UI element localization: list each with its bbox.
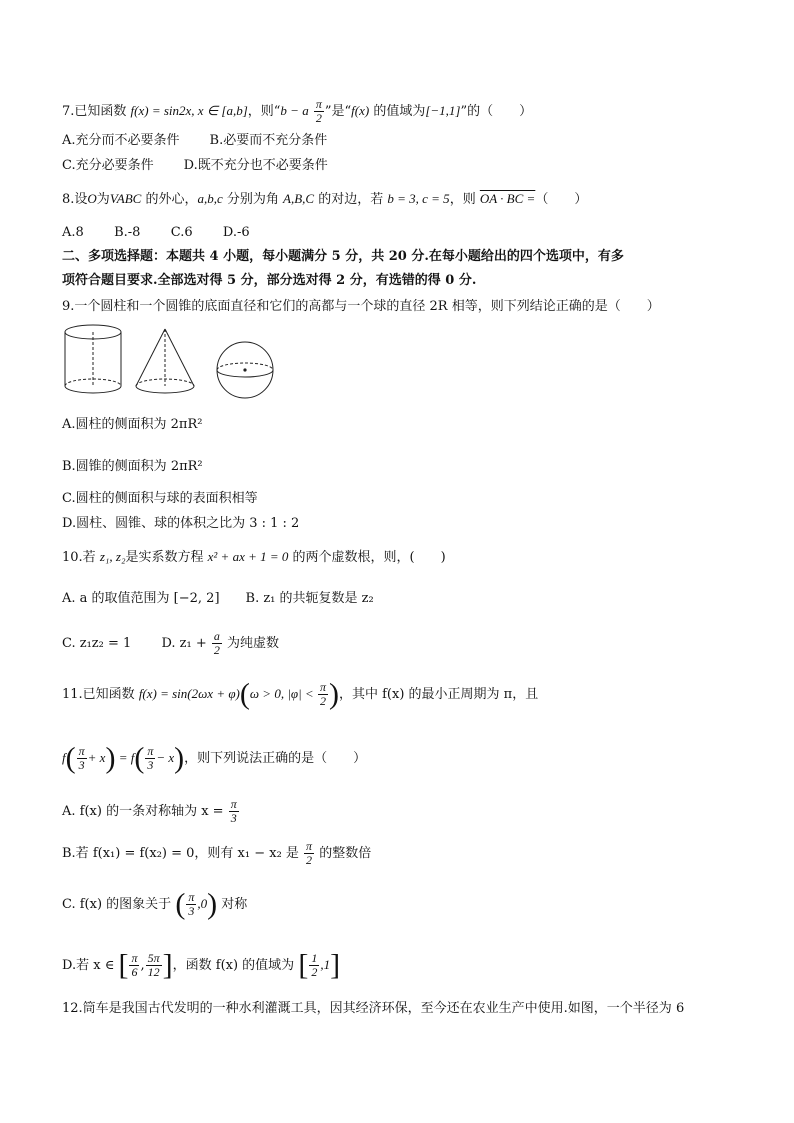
q9-option-b: B.圆锥的侧面积为 2πR²	[62, 459, 203, 474]
q7-options-row2	[62, 157, 328, 175]
q11-option-c: C. f(x) 的图象关于 ( $\frac{\pi}{3}$ ,0) 对称	[62, 887, 248, 921]
q10-option-c: C. z₁z₂ = 1	[62, 636, 132, 651]
q11-option-b: B.若 f(x₁) = f(x₂) = 0，则有 x₁ − x₂ 是 $\frac{\pi}{2}$ 的整数倍	[62, 839, 372, 867]
cone-figure	[132, 326, 198, 398]
sphere-figure	[212, 340, 278, 400]
q8-option-b: B.-8	[114, 225, 141, 240]
q7-frac: $\frac{\pi}{2}$	[315, 97, 322, 125]
q8-vector-expr: OA · BC =	[479, 191, 536, 206]
q9-option-d: D.圆柱、圆锥、球的体积之比为 3 : 1 : 2	[62, 516, 300, 531]
q9-option-a: A.圆柱的侧面积为 2πR²	[62, 417, 203, 432]
q8-option-d: D.-6	[222, 225, 250, 240]
q10-options-row1	[62, 590, 374, 608]
q11-option-d: D.若 x ∈ [ $\frac{\pi}{6}$ , $\frac{5\pi}{12}$ ]，函数 f(x) 的值域为 [ $\frac{1}{2}$ ,1]	[62, 948, 341, 982]
section2-line1: 二、多项选择题：本题共 4 小题，每小题满分 5 分，共 20 分.在每小题给出的四个选项中，有多	[62, 249, 624, 264]
q10-option-a: A. a 的取值范围为 [−2, 2]	[62, 591, 220, 606]
q10-option-b: B. z₁ 的共轭复数是 z₂	[245, 591, 374, 606]
q8-stem: 8.设O为VABC 的外心，a,b,c 分别为角 A,B,C 的对边，若 b = 3, c = 5，则 OA · BC =（ ）	[62, 191, 588, 207]
q7-option-a: A.充分而不必要条件	[62, 133, 180, 148]
q8-options	[62, 224, 250, 242]
q7-option-d: D.既不充分也不必要条件	[183, 158, 328, 173]
q11-condition: f( $\frac{\pi}{3}$ + x) = f( $\frac{\pi}{3}$ − x)，则下列说法正确的是（ ）	[62, 741, 367, 775]
q8-option-c: C.6	[170, 225, 193, 240]
q7-option-c: C.充分必要条件	[62, 158, 154, 173]
cylinder-figure	[60, 322, 126, 398]
q10-options-row2	[62, 630, 279, 657]
section2-line2: 项符合题目要求.全部选对得 5 分，部分选对得 2 分，有选错的得 0 分.	[62, 273, 477, 288]
q10-option-d: D. z₁ + $\frac{a}{2}$ 为纯虚数	[161, 629, 280, 657]
q7-options-row1	[62, 132, 327, 150]
q12-stem: 12.筒车是我国古代发明的一种水利灌溉工具，因其经济环保，至今还在农业生产中使用.如图，一个半径为 6	[62, 1001, 685, 1016]
q10-stem: 10.若 z₁, z₂是实系数方程 x² + ax + 1 = 0 的两个虚数根，则，( )	[62, 549, 446, 565]
q7-stem: 7.已知函数 f(x) = sin2x, x ∈ [a,b]，则“b − a $\frac{\pi}{2}$ ”是“f(x) 的值域为[−1,1]”的（ ）	[62, 97, 533, 125]
q11-stem: 11.已知函数 f(x) = sin(2ωx + φ)(ω > 0, |φ| < $\frac{\pi}{2}$ )，其中 f(x) 的最小正周期为 π，且	[62, 677, 539, 711]
q9-option-c: C.圆柱的侧面积与球的表面积相等	[62, 491, 258, 506]
q9-stem: 9.一个圆柱和一个圆锥的底面直径和它们的高都与一个球的直径 2R 相等，则下列结论正确的是（ ）	[62, 299, 660, 314]
q11-option-a: A. f(x) 的一条对称轴为 x = $\frac{\pi}{3}$	[62, 797, 237, 825]
q8-option-a: A.8	[62, 225, 84, 240]
q7-option-b: B.必要而不充分条件	[209, 133, 328, 148]
